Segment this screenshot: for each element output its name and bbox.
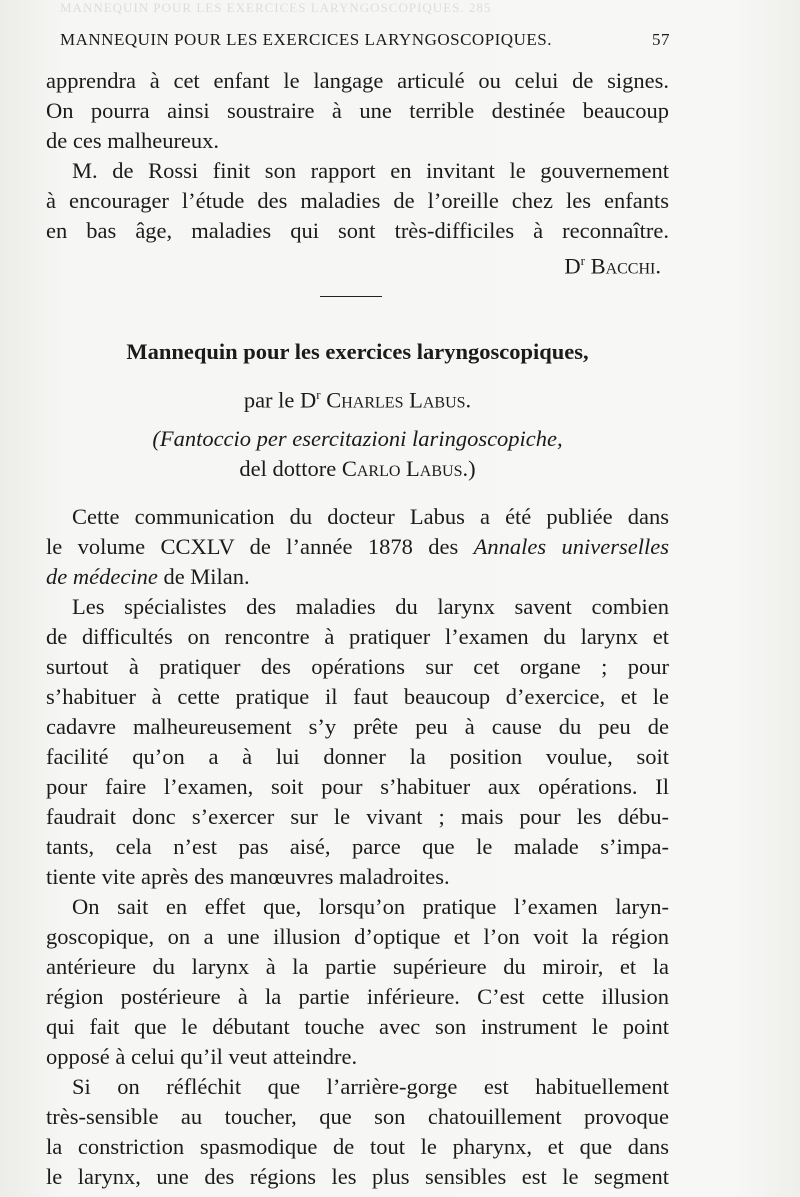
journal-title-part: de médecine <box>46 564 158 589</box>
article-byline-block <box>46 380 669 484</box>
text-line: Cette communication du docteur Labus a été publiée dans <box>72 504 669 529</box>
signature-name: Bacchi. <box>590 253 661 279</box>
text-line: Si on réfléchit que l’arrière-gorge est habituellement <box>72 1074 669 1099</box>
text-fragment: le volume CCXLV de l’année 1878 des <box>46 534 474 559</box>
text-line: On pourra ainsi soustraire à une terrible destinée beaucoup <box>46 98 669 123</box>
text-line <box>46 562 669 592</box>
text-line: à encourager l’étude des maladies de l’oreille chez les enfants <box>46 188 669 213</box>
text-line: cadavre malheureusement s’y prête peu à cause du peu de <box>46 714 669 739</box>
text-line: s’habituer à cette pratique il faut beaucoup d’exercice, et le <box>46 684 669 709</box>
text-line: le larynx, une des régions les plus sensibles est le segment <box>46 1164 669 1189</box>
signature-title: D <box>564 253 581 279</box>
text-line: facilité qu’on a à lui donner la position voulue, soit <box>46 744 669 769</box>
text-line: la constriction spasmodique de tout le pharynx, et que dans <box>46 1134 669 1159</box>
text-line: de difficultés on rencontre à pratiquer l’examen du larynx et <box>46 624 669 649</box>
signature <box>46 246 669 282</box>
italian-title-text: (Fantoccio per esercitazioni laringoscopiche, <box>152 425 563 451</box>
italian-name: Carlo Labus. <box>341 455 469 481</box>
byline <box>46 380 669 416</box>
text-line: tants, cela n’est pas aisé, parce que le malade s’impa- <box>46 834 669 859</box>
section-separator <box>320 296 382 297</box>
text-line: qui fait que le débutant touche avec son instrument le point <box>46 1014 669 1039</box>
italian-close: ) <box>468 455 476 481</box>
text-line: antérieure du larynx à la partie supérieure du miroir, et la <box>46 954 669 979</box>
byline-prefix: par le D <box>243 387 317 413</box>
text-line: pour faire l’examen, soit pour s’habituer aux opérations. Il <box>46 774 669 799</box>
text-line: surtout à pratiquer des opérations sur cet organe ; pour <box>46 654 669 679</box>
text-line: goscopique, on a une illusion d’optique et l’on voit la région <box>46 924 669 949</box>
text-line: très-sensible au toucher, que son chatouillement provoque <box>46 1104 669 1129</box>
text-line: en bas âge, maladies qui sont très-difficiles à reconnaître. <box>46 218 669 243</box>
bleed-through-text: MANNEQUIN POUR LES EXERCICES LARYNGOSCOPIQUES. 285 <box>60 0 492 15</box>
text-line: tiente vite après des manœuvres maladroites. <box>46 864 450 889</box>
byline-sup: r <box>316 387 321 402</box>
body-text <box>46 502 669 1192</box>
article-heading: Mannequin pour les exercices laryngoscopiques, <box>126 339 589 364</box>
text-line: Les spécialistes des maladies du larynx savent combien <box>72 594 669 619</box>
running-header <box>60 30 670 50</box>
text-line: On sait en effet que, lorsqu’on pratique l’examen laryn- <box>72 894 669 919</box>
text-fragment: de Milan. <box>157 564 250 589</box>
text-line <box>46 532 669 562</box>
text-line: apprendra à cet enfant le langage articulé ou celui de signes. <box>46 68 669 93</box>
italian-byline <box>46 454 669 484</box>
italian-by: del dottore <box>239 455 342 481</box>
text-line: opposé à celui qu’il veut atteindre. <box>46 1044 358 1069</box>
text-line: M. de Rossi finit son rapport en invitant le gouvernement <box>72 158 669 183</box>
header-title: MANNEQUIN POUR LES EXERCICES LARYNGOSCOPIQUES. <box>60 30 552 49</box>
journal-title-part: Annales universelles <box>473 534 669 559</box>
text-line: de ces malheureux. <box>46 128 220 153</box>
intro-text <box>46 66 669 282</box>
byline-name: Charles Labus. <box>326 387 472 413</box>
page-number: 57 <box>652 30 670 49</box>
text-line: région postérieure à la partie inférieure. C’est cette illusion <box>46 984 669 1009</box>
italian-title <box>46 424 669 454</box>
signature-sup: r <box>580 253 585 268</box>
text-line: faudrait donc s’exercer sur le vivant ; mais pour les débu- <box>46 804 669 829</box>
